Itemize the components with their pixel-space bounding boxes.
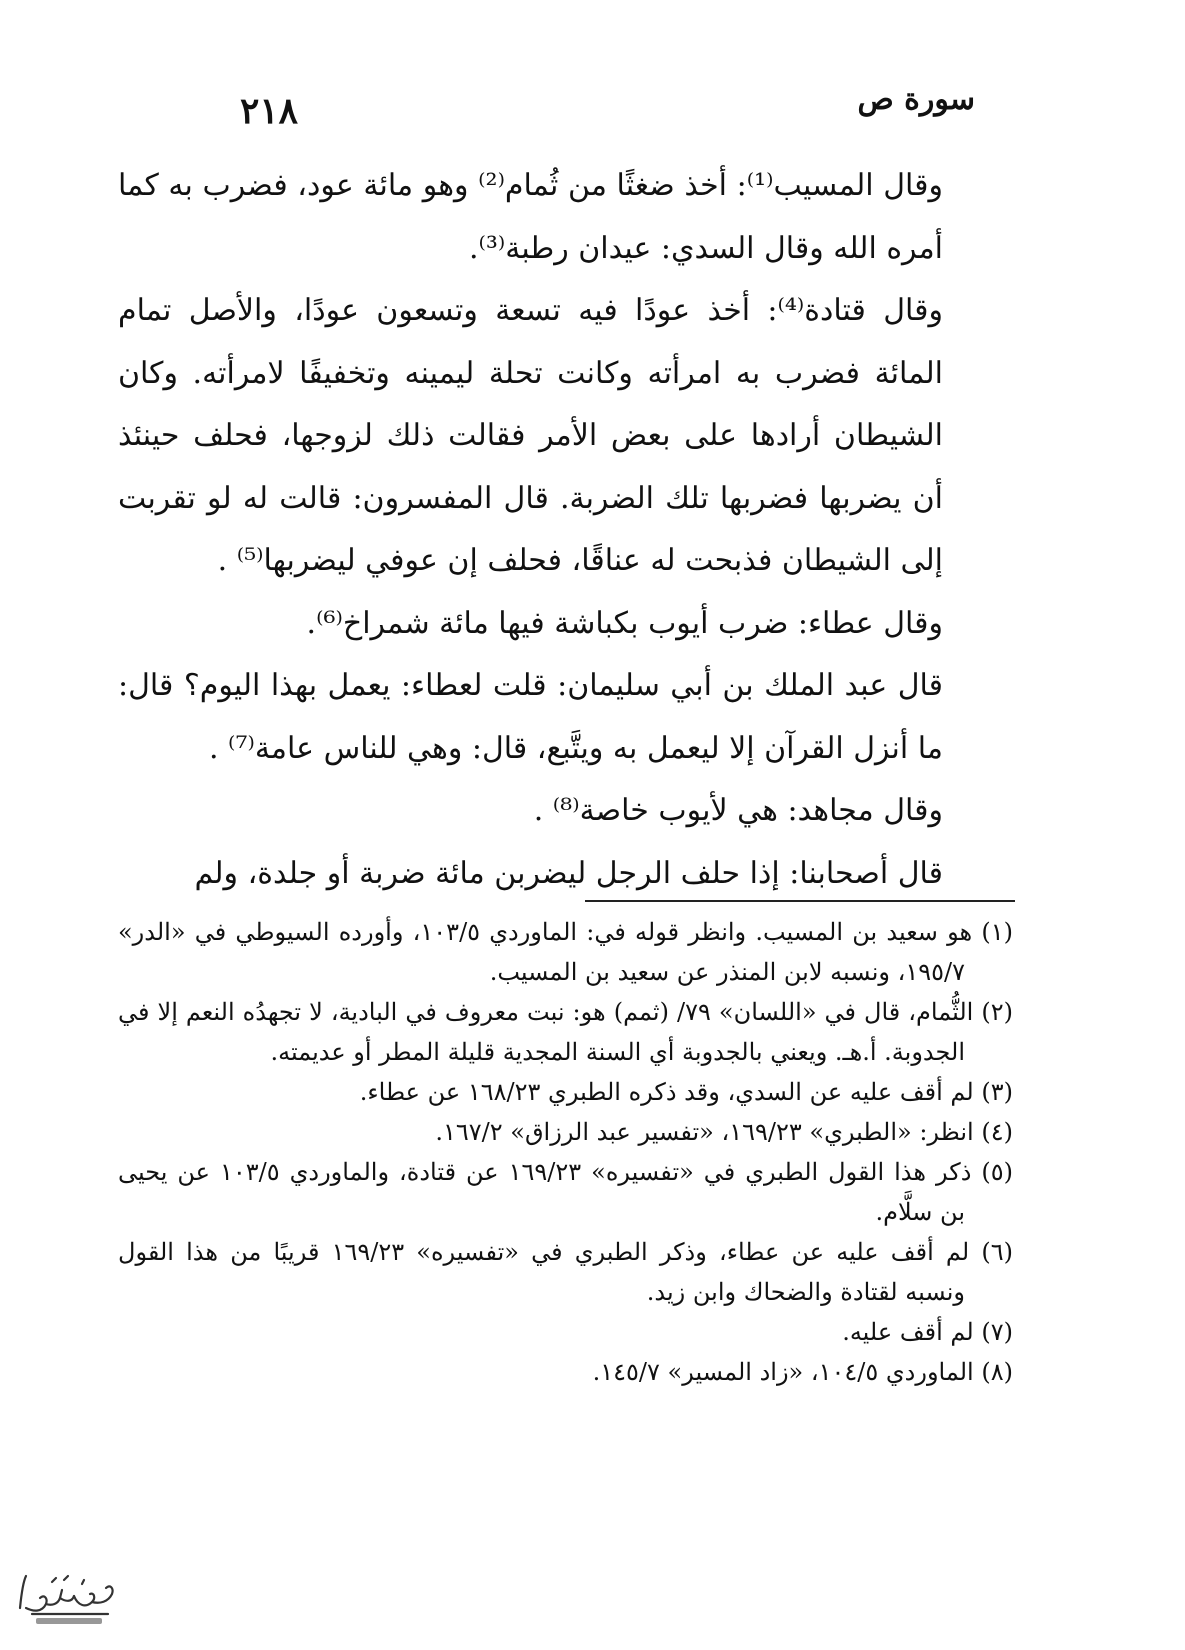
footnote — [118, 1152, 1013, 1232]
footnote — [118, 1072, 1013, 1112]
footnote-number: (٥) — [981, 1158, 1014, 1186]
footnote-number: (٨) — [981, 1358, 1013, 1386]
paragraph: وقال قتادة⁽⁴⁾: أخذ عودًا فيه تسعة وتسعون عودًا، والأصل تمام المائة فضرب به امرأته وكانت تحلة ليمينه وتخفيفًا لامرأته. وكان الشيطان أرادها على بعض الأمر فقالت ذلك لزوجها، فحلف حينئذ أن يضربها فضربها تلك الضربة. قال المفسرون: قالت له لو تقربت إلى الشيطان فذبحت له عناقًا، فحلف إن عوفي ليضربها⁽⁵⁾ . — [118, 293, 943, 578]
main-text — [118, 155, 1013, 905]
footnote-number: (٦) — [981, 1238, 1013, 1266]
footnote — [118, 1112, 1013, 1152]
calligraphy-logo-icon — [12, 1568, 122, 1630]
footnote — [118, 1232, 1013, 1312]
paragraph: قال أصحابنا: إذا حلف الرجل ليضربن مائة ضربة أو جلدة، ولم — [194, 855, 943, 891]
footnote-number: (٤) — [981, 1118, 1013, 1146]
surah-name: سورة ص — [857, 82, 975, 117]
footnotes — [118, 912, 1013, 1392]
footnote-number: (١) — [981, 918, 1013, 946]
footnote-text: لم أقف عليه. — [842, 1318, 974, 1346]
footnote-number: (٢) — [981, 998, 1013, 1026]
footnote-text: هو سعيد بن المسيب. وانظر قوله في: الماوردي ١٠٣/٥، وأورده السيوطي في «الدر» ١٩٥/٧، ونسبه لابن المنذر عن سعيد بن المسيب. — [118, 918, 973, 986]
page-number: ٢١٨ — [240, 90, 299, 132]
footnote-text: الثُّمام، قال في «اللسان» ٧٩/ (ثمم) هو: نبت معروف في البادية، لا تجهدُه النعم إلا في الجدوبة. أ.هـ. ويعني بالجدوبة أي السنة المجدية قليلة المطر أو عديمته. — [118, 998, 974, 1066]
paragraph: وقال مجاهد: هي لأيوب خاصة⁽⁸⁾ . — [533, 793, 943, 828]
paragraph: وقال المسيب⁽¹⁾: أخذ ضغثًا من ثُمام⁽²⁾ وهو مائة عود، فضرب به كما أمره الله وقال السدي: عيدان رطبة⁽³⁾. — [118, 168, 944, 266]
footnote — [118, 912, 1013, 992]
footnote-text: الماوردي ١٠٤/٥، «زاد المسير» ١٤٥/٧. — [592, 1358, 974, 1386]
paragraph: قال عبد الملك بن أبي سليمان: قلت لعطاء: يعمل بهذا اليوم؟ قال: ما أنزل القرآن إلا ليعمل به ويتَّبع، قال: وهي للناس عامة⁽⁷⁾ . — [118, 668, 943, 766]
footnote-number: (٣) — [981, 1078, 1013, 1106]
page-header — [200, 80, 975, 130]
footnote-text: انظر: «الطبري» ١٦٩/٢٣، «تفسير عبد الرزاق» ١٦٧/٢. — [435, 1118, 974, 1146]
footnote — [118, 1352, 1013, 1392]
footnote — [118, 1312, 1013, 1352]
footnote-text: ذكر هذا القول الطبري في «تفسيره» ١٦٩/٢٣ عن قتادة، والماوردي ١٠٣/٥ عن يحيى بن سلَّام. — [118, 1158, 972, 1226]
paragraph: وقال عطاء: ضرب أيوب بكباشة فيها مائة شمراخ⁽⁶⁾. — [306, 605, 943, 641]
footnote-text: لم أقف عليه عن السدي، وقد ذكره الطبري ١٦٨/٢٣ عن عطاء. — [359, 1078, 974, 1106]
footnote — [118, 992, 1013, 1072]
footnote-number: (٧) — [981, 1318, 1013, 1346]
footnote-text: لم أقف عليه عن عطاء، وذكر الطبري في «تفسيره» ١٦٩/٢٣ قريبًا من هذا القول ونسبه لقتادة والضحاك وابن زيد. — [118, 1238, 970, 1306]
footnote-divider — [585, 900, 1015, 902]
